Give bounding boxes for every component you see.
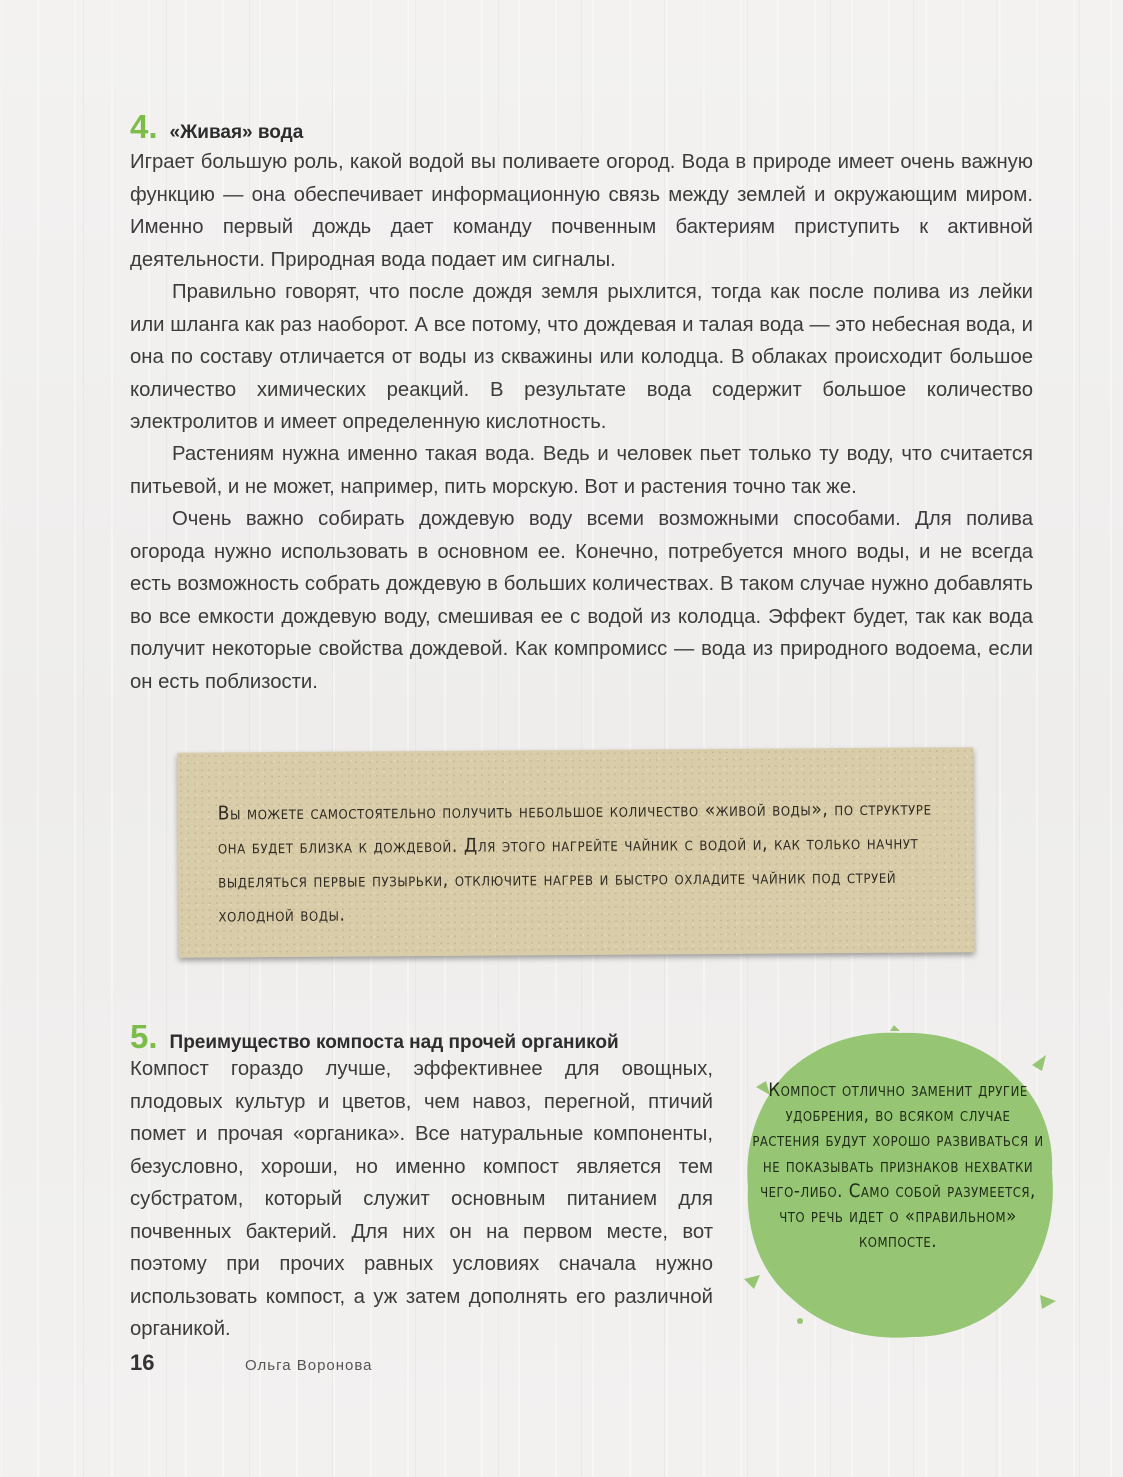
body-paragraph: Играет большую роль, какой водой вы поливаете огород. Вода в природе имеет очень важную функцию — она обеспечивает информационную связь между землей и окружающим миром. Именно первый дождь дает команду почвенным бактериям приступить к активной деятельности. Природная вода подает им сигналы.: [130, 151, 1033, 271]
section-5-heading: [130, 1018, 619, 1056]
tip-note-text: Вы можете самостоятельно получить небольшое количество «живой воды», по структуре она будет близка к дождевой. Для этого нагрейте чайник с водой и, как только начнут выделяться первые пузырьки, отключите нагрев и быстро охладите чайник под струей холодной воды.: [217, 797, 932, 927]
body-paragraph: Растениям нужна именно такая вода. Ведь и человек пьет только ту воду, что считается питьевой, и не может, например, пить морскую. Вот и растения точно так же.: [130, 443, 1033, 498]
section-number: 5.: [130, 1018, 158, 1055]
section-number: 4.: [130, 108, 158, 145]
author-name: Ольга Воронова: [245, 1357, 373, 1374]
section-title: «Живая» вода: [169, 122, 304, 143]
body-paragraph: Компост гораздо лучше, эффективнее для овощных, плодовых культур и цветов, чем навоз, перегной, птичий помет и прочая «органика». Все натуральные компоненты, безусловно, хороши, но именно компост является тем субстратом, который служит основным питанием для почвенных бактерий. Для них он на первом месте, вот поэтому при прочих равных условиях сначала нужно использовать компост, а уж затем дополнять его различной органикой.: [130, 1058, 713, 1340]
body-paragraph: Правильно говорят, что после дождя земля рыхлится, тогда как после полива из лейки или шланга как раз наоборот. А все потому, что дождевая и талая вода — это небесная вода, и она по составу отличается от воды из скважины или колодца. В облаках происходит большое количество химических реакций. В результате вода содержит большое количество электролитов и имеет определенную кислотность.: [130, 281, 1033, 433]
callout-text: Компост отлично заменит другие удобрения, во всяком случае растения будут хорошо развиваться и не показывать признаков нехватки чего-либо. Само собой разумеется, что речь идет о «правильном» компосте.: [752, 1080, 1044, 1253]
body-paragraph: Очень важно собирать дождевую воду всеми возможными способами. Для полива огорода нужно использовать в основном ее. Конечно, потребуется много воды, и не всегда есть возможность собрать дождевую в больших количествах. В таком случае нужно добавлять во все емкости дождевую воду, смешивая ее с водой из колодца. Эффект будет, так как вода получит некоторые свойства дождевой. Как компромисс — вода из природного водоема, если он есть поблизости.: [130, 508, 1033, 693]
section-4-heading: [130, 108, 303, 146]
tip-note-card: [177, 747, 974, 958]
page-number: 16: [130, 1350, 155, 1375]
section-title: Преимущество компоста над прочей органикой: [169, 1032, 619, 1053]
